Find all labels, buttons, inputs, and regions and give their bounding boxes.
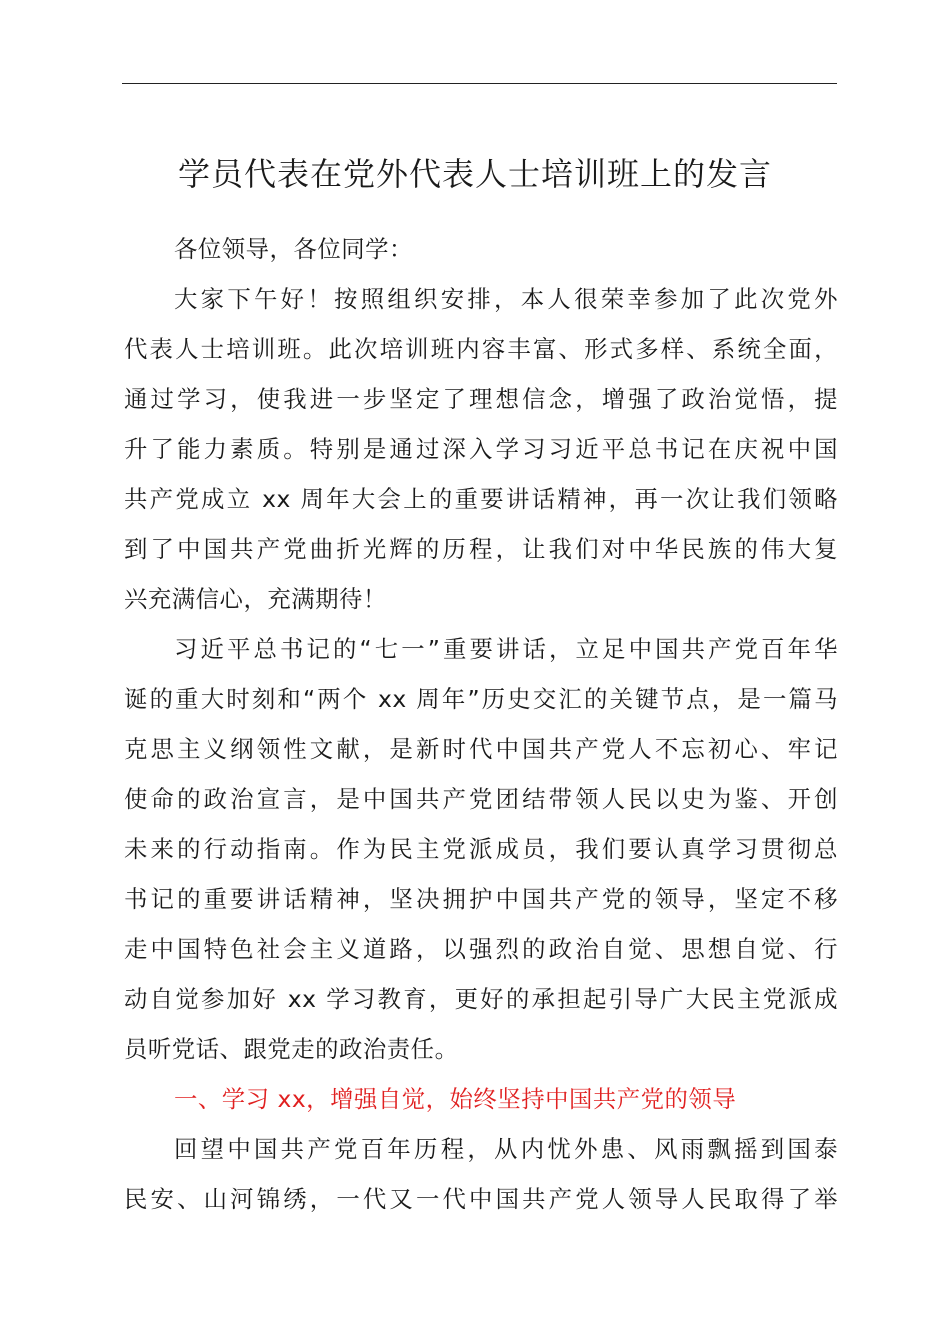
paragraph-line: 升了能力素质。特别是通过深入学习习近平总书记在庆祝中国 xyxy=(124,435,838,463)
paragraph-1 xyxy=(124,274,838,624)
paragraph-line: 诞的重大时刻和“两个 xx 周年”历史交汇的关键节点，是一篇马 xyxy=(124,685,838,713)
paragraph-line: 员听党话、跟党走的政治责任。 xyxy=(124,1035,459,1063)
paragraph-line: 未来的行动指南。作为民主党派成员，我们要认真学习贯彻总 xyxy=(124,835,838,863)
salutation-line: 各位领导，各位同学： xyxy=(174,235,413,263)
paragraph-line: 走中国特色社会主义道路，以强烈的政治自觉、思想自觉、行 xyxy=(124,935,838,963)
salutation xyxy=(124,224,838,274)
paragraph-2 xyxy=(124,624,838,1074)
document-title: 学员代表在党外代表人士培训班上的发言 xyxy=(177,155,772,193)
paragraph-line: 动自觉参加好 xx 学习教育，更好的承担起引导广大民主党派成 xyxy=(124,985,838,1013)
paragraph-line: 民安、山河锦绣，一代又一代中国共产党人领导人民取得了举 xyxy=(124,1185,838,1213)
paragraph-line: 代表人士培训班。此次培训班内容丰富、形式多样、系统全面， xyxy=(124,335,838,363)
paragraph-3 xyxy=(124,1124,838,1224)
header-rule xyxy=(122,83,837,84)
paragraph-line: 回望中国共产党百年历程，从内忧外患、风雨飘摇到国泰 xyxy=(174,1135,838,1163)
paragraph-line: 共产党成立 xx 周年大会上的重要讲话精神，再一次让我们领略 xyxy=(124,485,838,513)
paragraph-line: 大家下午好！按照组织安排，本人很荣幸参加了此次党外 xyxy=(174,285,838,313)
paragraph-line: 书记的重要讲话精神，坚决拥护中国共产党的领导，坚定不移 xyxy=(124,885,838,913)
document-body xyxy=(124,224,838,1224)
paragraph-line: 克思主义纲领性文献，是新时代中国共产党人不忘初心、牢记 xyxy=(124,735,838,763)
paragraph-line: 到了中国共产党曲折光辉的历程，让我们对中华民族的伟大复 xyxy=(124,535,838,563)
section-heading xyxy=(124,1074,838,1124)
paragraph-line: 使命的政治宣言，是中国共产党团结带领人民以史为鉴、开创 xyxy=(124,785,838,813)
paragraph-line: 兴充满信心，充满期待！ xyxy=(124,585,387,613)
paragraph-line: 习近平总书记的“七一”重要讲话，立足中国共产党百年华 xyxy=(174,635,838,663)
paragraph-line: 通过学习，使我进一步坚定了理想信念，增强了政治觉悟，提 xyxy=(124,385,838,413)
section-heading-text: 一、学习 xx，增强自觉，始终坚持中国共产党的领导 xyxy=(174,1085,737,1113)
